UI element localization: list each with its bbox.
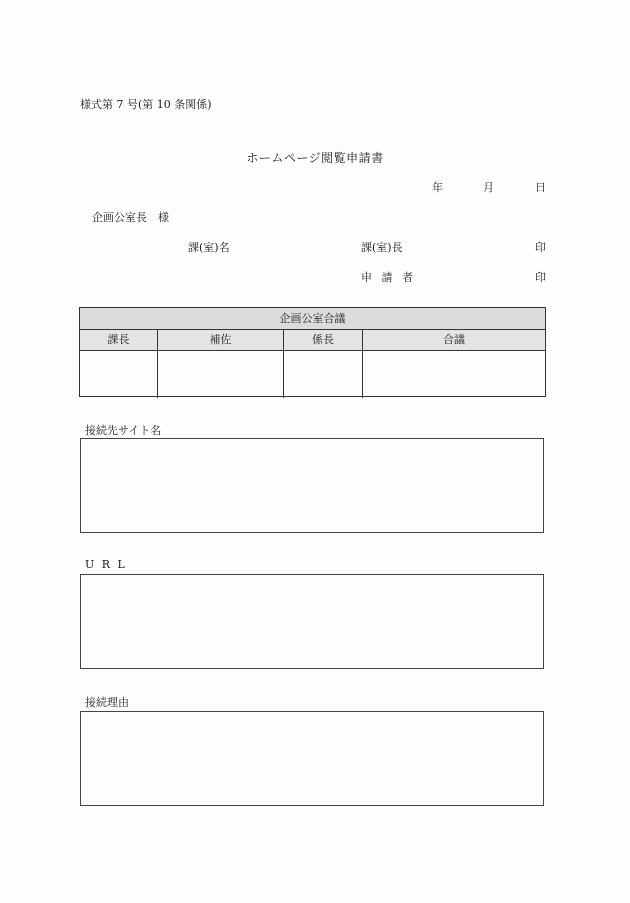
document-title: ホームページ閲覧申請書	[246, 151, 384, 165]
reason-field[interactable]	[81, 712, 543, 805]
approval-col-section-chief: 課長	[80, 330, 158, 350]
approval-col-assistant: 補佐	[158, 330, 284, 350]
approval-header-row	[80, 330, 545, 351]
approval-stamp-cell[interactable]	[363, 351, 545, 398]
date-day-label: 日	[535, 181, 546, 194]
applicant-label: 申 請 者	[361, 271, 416, 284]
addressee: 企画公室長 様	[92, 211, 169, 224]
reason-label: 接続理由	[85, 696, 129, 709]
applicant-seal-mark: 印	[535, 271, 546, 284]
form-number: 様式第 7 号(第 10 条関係)	[80, 98, 212, 111]
approval-stamp-row	[80, 351, 545, 398]
approval-table	[79, 307, 546, 397]
date-year-label: 年	[432, 181, 443, 194]
date-month-label: 月	[483, 181, 494, 194]
department-name-label: 課(室)名	[188, 241, 230, 254]
approval-table-title: 企画公室合議	[80, 308, 545, 330]
chief-seal-mark: 印	[535, 241, 546, 254]
url-field[interactable]	[81, 575, 543, 668]
approval-stamp-cell[interactable]	[284, 351, 363, 398]
site-name-label: 接続先サイト名	[85, 424, 162, 437]
site-name-field[interactable]	[81, 439, 543, 532]
reason-box[interactable]	[80, 711, 544, 806]
site-name-box[interactable]	[80, 438, 544, 533]
approval-stamp-cell[interactable]	[158, 351, 284, 398]
approval-stamp-cell[interactable]	[80, 351, 158, 398]
url-box[interactable]	[80, 574, 544, 669]
approval-col-subsection-chief: 係長	[284, 330, 363, 350]
approval-col-consultation: 合議	[443, 333, 465, 346]
department-chief-label: 課(室)長	[361, 241, 403, 254]
url-label: U R L	[85, 558, 127, 571]
